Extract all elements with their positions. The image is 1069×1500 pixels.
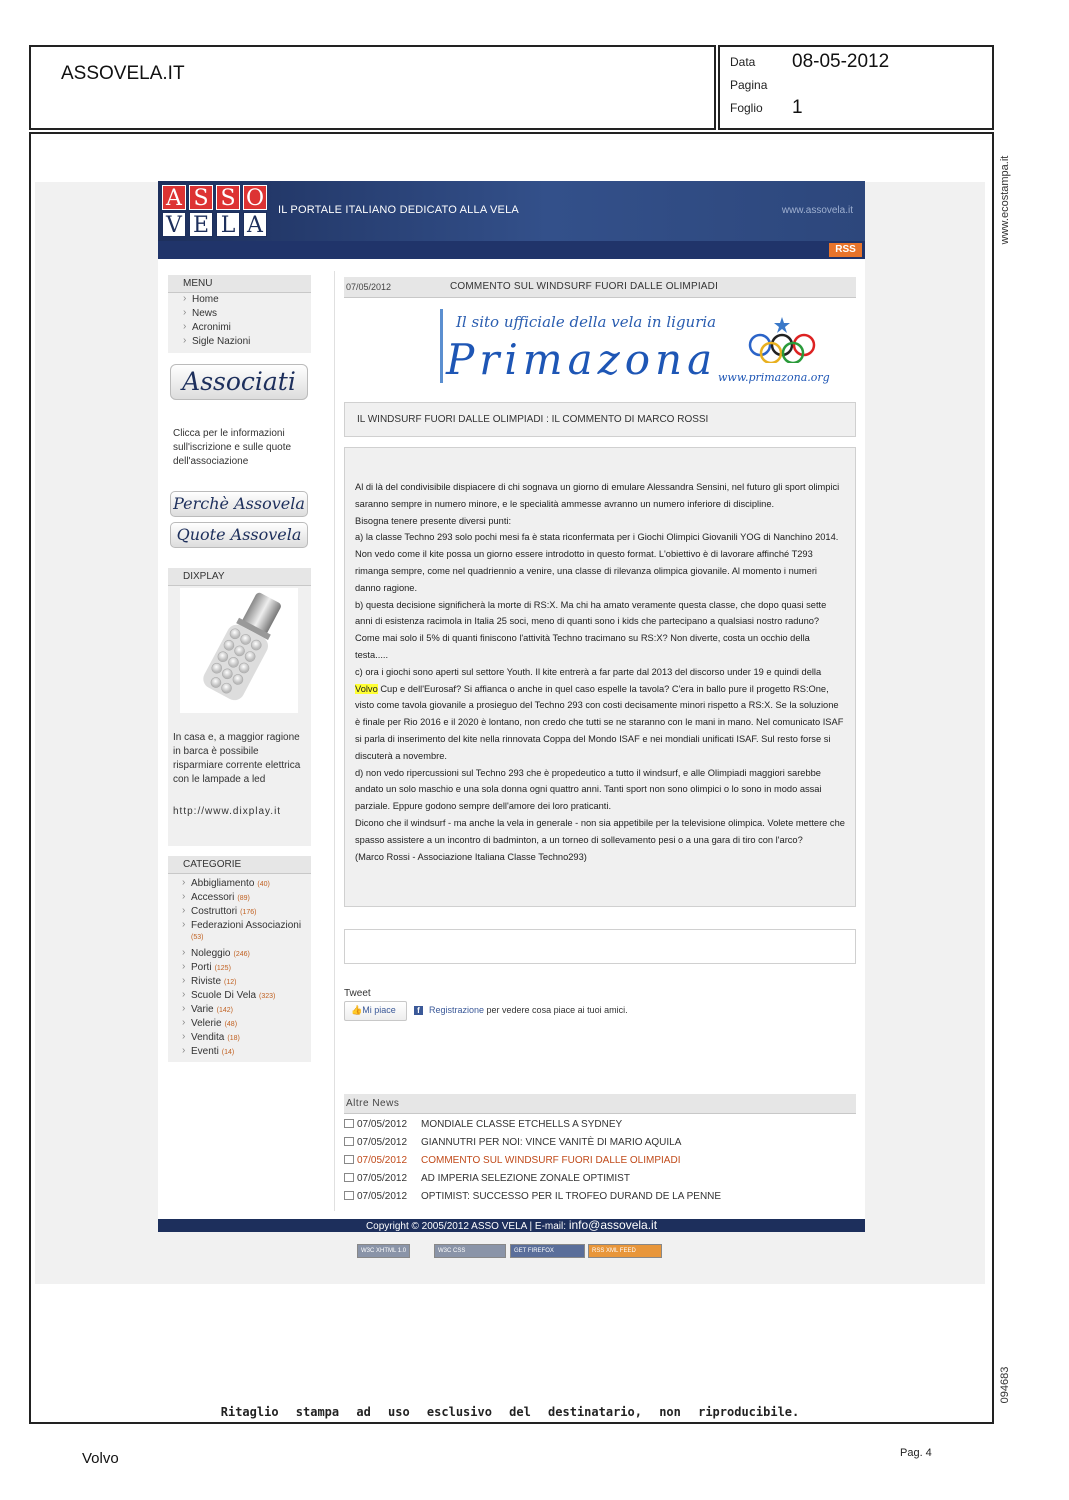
news-title: OPTIMIST: SUCCESSO PER IL TROFEO DURAND DE LA PENNE — [421, 1191, 722, 1202]
article-date-bar — [344, 277, 856, 298]
comment-box[interactable] — [344, 929, 856, 964]
logo-letter: L — [216, 212, 240, 237]
article-paragraph: Dicono che il windsurf - ma anche la vela in generale - non sia appetibile per la televisione olimpica. Volete mettere che spasso assistere a un incontro di badminton, a un torneo di sollevamento pesi o a una gara di tiro con l'arco? — [355, 817, 845, 845]
site-logo[interactable] — [162, 185, 270, 237]
article-paragraph — [355, 664, 845, 765]
w3c-xhtml-badge[interactable]: W3C XHTML 1.0 — [357, 1244, 410, 1258]
registration-text — [429, 1005, 628, 1015]
document-icon — [344, 1173, 354, 1182]
disclaimer: Ritaglio stampa ad uso esclusivo del destinatario, non riproducibile. — [220, 1405, 800, 1419]
site-navbar — [158, 241, 865, 259]
category-name: Federazioni Associazioni — [191, 920, 302, 931]
dixplay-link[interactable]: http://www.dixplay.it — [173, 806, 282, 817]
category-name: Scuole Di Vela — [191, 990, 257, 1001]
news-item-active[interactable] — [344, 1155, 680, 1166]
data-label: Data — [730, 55, 756, 69]
category-count: (14) — [221, 1049, 235, 1056]
news-date: 07/05/2012 — [357, 1119, 408, 1130]
news-title: COMMENTO SUL WINDSURF FUORI DALLE OLIMPIADI — [421, 1155, 681, 1166]
category-name: Varie — [191, 1004, 214, 1015]
news-title: GIANNUTRI PER NOI: VINCE VANITÈ DI MARIO AQUILA — [421, 1137, 682, 1148]
article-body — [345, 479, 855, 865]
side-watermark-text: www.ecostampa.it — [999, 155, 1011, 245]
perche-assovela-button[interactable]: Perchè Assovela — [170, 491, 308, 517]
article-headline: IL WINDSURF FUORI DALLE OLIMPIADI : IL COMMENTO DI MARCO ROSSI — [357, 414, 709, 425]
ad-accent-bar — [440, 309, 443, 383]
column-divider — [334, 271, 335, 1211]
menu-item-sigle-nazioni[interactable]: › Sigle Nazioni — [192, 336, 250, 347]
category-count: (246) — [233, 951, 250, 958]
logo-letter: A — [243, 212, 267, 237]
article-paragraph: d) non vedo ripercussioni sul Techno 293 che è propedeutico a tutto il windsurf, e alle Olimpiadi maggiori sarebbe andato un solo maschio e una sola donna ogni quattro anni. Tanti sport non sono olimpici o lo sono in modo assai parziale. Eppure godono sempre dell'amore dei loro praticanti. — [355, 767, 822, 812]
publication-name: ASSOVELA.IT — [61, 63, 185, 84]
facebook-icon: f — [414, 1006, 423, 1015]
category-item[interactable] — [191, 962, 231, 973]
led-bulb-icon — [180, 588, 298, 713]
footer-email[interactable]: info@assovela.it — [568, 1218, 658, 1232]
category-item[interactable] — [191, 892, 250, 903]
category-count: (89) — [237, 895, 250, 902]
ad-tagline: Il sito ufficiale della vela in liguria — [456, 313, 717, 331]
logo-letter: O — [243, 185, 267, 210]
category-item[interactable] — [191, 948, 250, 959]
menu-box — [168, 293, 311, 353]
news-item[interactable] — [344, 1173, 630, 1184]
logo-letter: S — [189, 185, 213, 210]
category-name: Riviste — [191, 976, 222, 987]
news-date: 07/05/2012 — [357, 1137, 408, 1148]
article-paragraph: (Marco Rossi - Associazione Italiana Classe Techno293) — [355, 851, 587, 862]
foglio-label: Foglio — [730, 101, 763, 115]
pagina-label: Pagina — [730, 78, 768, 92]
categories-heading: CATEGORIE — [168, 856, 311, 874]
site-banner — [158, 181, 865, 241]
category-count: (12) — [224, 979, 237, 986]
website-screenshot — [158, 181, 865, 1232]
logo-letter: S — [216, 185, 240, 210]
article-title: COMMENTO SUL WINDSURF FUORI DALLE OLIMPIADI — [450, 281, 719, 292]
news-title: AD IMPERIA SELEZIONE ZONALE OPTIMIST — [421, 1173, 630, 1184]
news-item[interactable] — [344, 1137, 681, 1148]
category-count: (48) — [224, 1021, 238, 1028]
menu-item-news[interactable]: › News — [192, 308, 217, 319]
category-name: Accessori — [191, 892, 235, 903]
category-count: (176) — [240, 909, 257, 916]
rss-button[interactable]: RSS — [829, 243, 862, 257]
highlighted-keyword: Volvo — [355, 683, 378, 694]
like-button-label: Mi piace — [362, 1005, 396, 1015]
side-watermark — [996, 145, 1014, 255]
document-icon — [344, 1191, 354, 1200]
get-firefox-badge[interactable]: GET FIREFOX — [510, 1244, 585, 1258]
rss-feed-badge[interactable]: RSS XML FEED — [588, 1244, 662, 1258]
headline-box — [344, 402, 856, 437]
article-paragraph: a) la classe Techno 293 solo pochi mesi fa è stata riconfermata per i Giochi Olimpici Giovanili YOG di Nanchino 2014. Non vedo come il kite possa un giorno essere introdotto in questo format. L'obiettivo è di lavorare affinché T293 rimanga sempre, come nel quadriennio a venire, una classe di rilevanza olimpica giovanile. Al momento i numeri danno ragione. — [355, 532, 839, 593]
site-tagline: IL PORTALE ITALIANO DEDICATO ALLA VELA — [278, 204, 519, 216]
foglio-value: 1 — [792, 97, 803, 118]
category-item[interactable] — [191, 906, 256, 917]
article-text: Cup e dell'Eurosaf? Si affianca o anche in quel caso espelle la tavola? C'era in ballo pure il progetto RS:One, visto come tavola giovanile a prosieguo del Techno 293 con costi decisamente minori rispetto a RS:X. Se la soluzione è finale per Rio 2016 e il 2020 è lontano, non credo che tutti se ne staranno con le mani in mano. Nel comunicato ISAF si parla di inserimento del kite nella rinnovata Coppa del Mondo ISAF e nei mondiali unificati ISAF. Sul resto forse si discuterà a novembre. — [355, 683, 844, 761]
article-paragraph: b) questa decisione significherà la morte di RS:X. Ma chi ha amato veramente questa classe, che dopo quasi sette anni di esistenza racimola in Italia 25 soci, meno di quanti sono i kids che partecipano a qualsiasi nostro raduno? Come mai solo il 5% di quanti finiscono l'attività Techno tracimano su RS:X? Non diverte, costa un occhio della testa..... — [355, 599, 827, 660]
news-date: 07/05/2012 — [357, 1155, 408, 1166]
registration-suffix: per vedere cosa piace ai tuoi amici. — [484, 1005, 628, 1015]
other-news-heading: Altre News — [344, 1094, 856, 1114]
site-footer — [158, 1219, 865, 1232]
footer-copyright: Copyright © 2005/2012 ASSO VELA | E-mail: — [365, 1221, 569, 1232]
article-text: c) ora i giochi sono aperti sul settore Youth. Il kite entrerà a far parte dal 2013 del discorso under 19 e quindi della — [355, 666, 822, 677]
logo-letter: E — [189, 212, 213, 237]
like-button[interactable] — [344, 1001, 407, 1021]
logo-letter: V — [162, 212, 186, 237]
news-title: MONDIALE CLASSE ETCHELLS A SYDNEY — [421, 1119, 623, 1130]
registration-link[interactable]: Registrazione — [429, 1005, 485, 1015]
category-name: Eventi — [191, 1046, 219, 1057]
category-count: (40) — [257, 881, 270, 888]
category-name: Abbigliamento — [191, 878, 255, 889]
olympic-rings-icon — [742, 317, 822, 363]
category-count: (323) — [259, 993, 276, 1000]
category-name: Costruttori — [191, 906, 238, 917]
article-date: 07/05/2012 — [346, 282, 392, 292]
site-url[interactable]: www.assovela.it — [781, 205, 853, 216]
document-icon — [344, 1119, 354, 1128]
category-count: (53) — [191, 934, 204, 941]
news-date: 07/05/2012 — [357, 1191, 408, 1202]
primazona-ad-banner[interactable] — [440, 305, 852, 391]
news-date: 07/05/2012 — [357, 1173, 408, 1184]
led-bulb-image[interactable] — [180, 588, 298, 713]
category-item[interactable] — [191, 1018, 237, 1029]
category-item[interactable] — [191, 1004, 233, 1015]
menu-heading: MENU — [168, 275, 311, 293]
news-item[interactable] — [344, 1119, 622, 1130]
ad-url: www.primazona.org — [718, 371, 830, 384]
category-item[interactable] — [191, 878, 270, 889]
logo-letter: A — [162, 185, 186, 210]
dixplay-text: In casa e, a maggior ragione in barca è possibile risparmiare corrente elettrica con le lampade a led — [173, 732, 301, 785]
category-name: Porti — [191, 962, 212, 973]
side-code — [996, 1360, 1014, 1410]
bottom-keyword: Volvo — [82, 1450, 119, 1467]
document-icon — [344, 1137, 354, 1146]
article-paragraph: Bisogna tenere presente diversi punti: — [355, 515, 512, 526]
quote-assovela-button[interactable]: Quote Assovela — [170, 522, 308, 548]
article-paragraph: Al di là del condivisibile dispiacere di chi sognava un giorno di emulare Alessandra Sensini, nel futuro gli sport olimpici saranno sempre in numero minore, e le specialità ammesse avranno un numero inferiore di discipline. — [355, 482, 840, 509]
category-item[interactable] — [191, 990, 275, 1001]
tweet-link[interactable]: Tweet — [344, 988, 371, 999]
category-name: Velerie — [191, 1018, 222, 1029]
associati-button[interactable]: Associati — [170, 364, 308, 400]
header-publication-box — [29, 45, 716, 130]
category-name: Noleggio — [191, 948, 231, 959]
side-code-text: 094683 — [999, 1366, 1011, 1404]
document-icon — [344, 1155, 354, 1164]
category-count: (142) — [216, 1007, 233, 1014]
category-count: (125) — [214, 965, 231, 972]
data-value: 08-05-2012 — [792, 51, 890, 72]
header-meta-box — [718, 45, 994, 130]
page-number: Pag. 4 — [900, 1447, 932, 1459]
category-name: Vendita — [191, 1032, 225, 1043]
category-item[interactable] — [191, 1046, 234, 1057]
article-box — [344, 447, 856, 907]
category-item[interactable] — [191, 1032, 240, 1043]
menu-item-acronimi[interactable]: › Acronimi — [192, 322, 231, 333]
w3c-css-badge[interactable]: W3C CSS — [434, 1244, 506, 1258]
associati-text: Clicca per le informazioni sull'iscrizione e sulle quote dell'associazione — [173, 428, 292, 467]
category-item[interactable] — [191, 920, 301, 942]
category-count: (18) — [227, 1035, 240, 1042]
thumbs-up-icon: 👍 — [351, 1005, 363, 1015]
news-item[interactable] — [344, 1191, 721, 1202]
menu-item-home[interactable]: › Home — [192, 294, 219, 305]
ad-brand: Primazona — [446, 335, 718, 384]
dixplay-heading: DIXPLAY — [168, 568, 311, 586]
category-item[interactable] — [191, 976, 236, 987]
